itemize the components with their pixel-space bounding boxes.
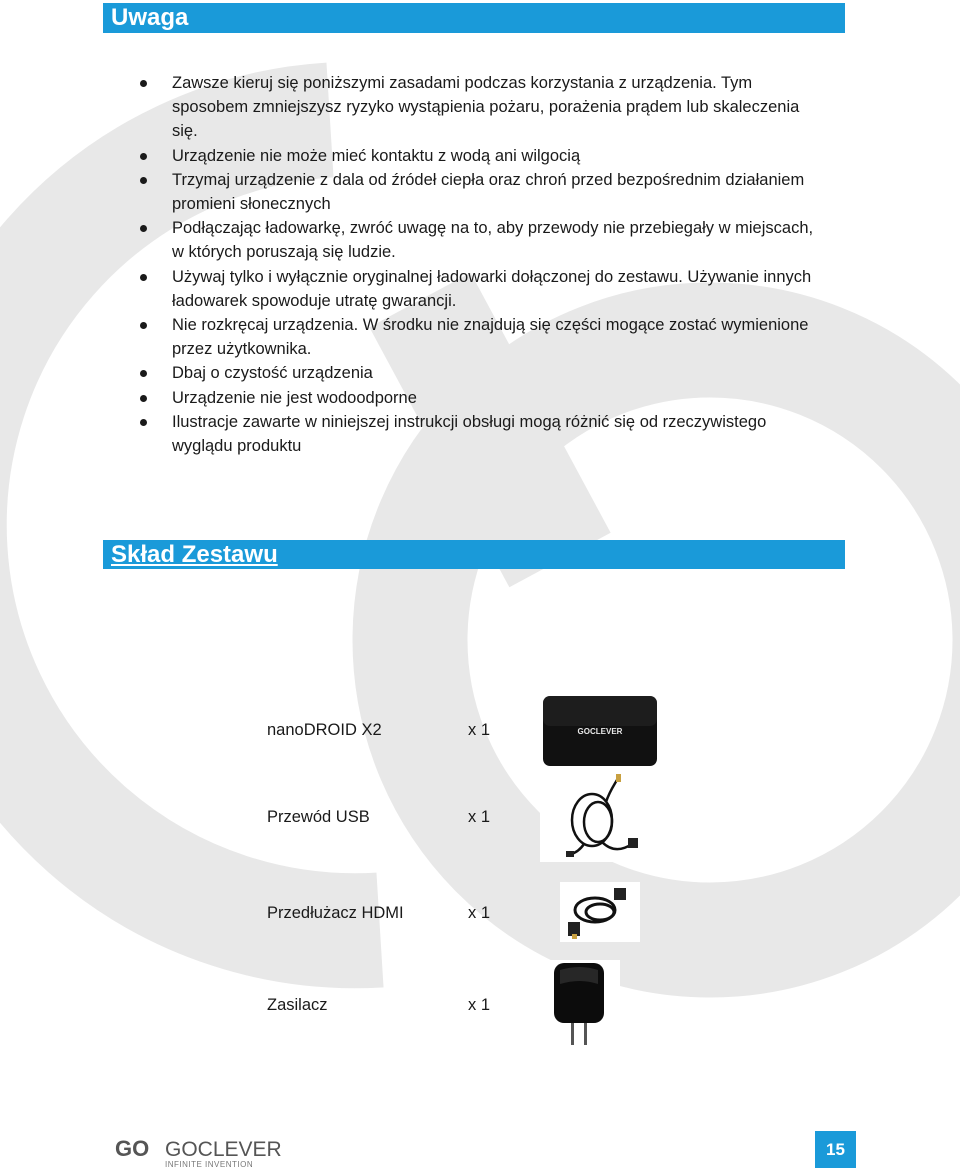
kit-item-quantity: x 1 [468, 996, 491, 1014]
warning-item: Urządzenie nie jest wodoodporne [138, 386, 828, 410]
warning-list [138, 71, 828, 458]
device-logo-text: GOCLEVER [577, 727, 623, 736]
logo-mark-text: GO [115, 1136, 150, 1161]
usb-cable-image [540, 772, 660, 862]
kit-item-name: Przewód USB [267, 808, 370, 826]
warning-section-title: Uwaga [111, 4, 189, 31]
power-adapter-image [540, 960, 620, 1050]
bullet-icon [140, 80, 147, 87]
media-player-image [541, 693, 659, 769]
hdmi-cable-image [560, 882, 640, 942]
kit-section-header [103, 540, 845, 569]
warning-item: Ilustracje zawarte w niniejszej instrukcji obsługi mogą różnić się od rzeczywistego wyglądu produktu [138, 410, 828, 458]
logo-tagline: INFINITE INVENTION [165, 1160, 254, 1169]
warning-item: Nie rozkręcaj urządzenia. W środku nie znajdują się części mogące zostać wymienione przez użytkownika. [138, 313, 828, 361]
kit-item-name: Zasilacz [267, 996, 328, 1014]
bullet-icon [140, 225, 147, 232]
bullet-icon [140, 395, 147, 402]
kit-item-quantity: x 1 [468, 904, 491, 922]
kit-item-name: Przedłużacz HDMI [267, 904, 404, 922]
goclever-logo [115, 1134, 285, 1175]
kit-item-name: nanoDROID X2 [267, 721, 382, 739]
bullet-icon [140, 419, 147, 426]
warning-item: Dbaj o czystość urządzenia [138, 361, 828, 385]
page-number: 15 [815, 1131, 856, 1168]
warning-item: Podłączając ładowarkę, zwróć uwagę na to, aby przewody nie przebiegały w miejscach, w których poruszają się ludzie. [138, 216, 828, 264]
logo-text: GOCLEVER [165, 1138, 282, 1161]
kit-item-quantity: x 1 [468, 721, 491, 739]
warning-item: Używaj tylko i wyłącznie oryginalnej ładowarki dołączonej do zestawu. Używanie innych ładowarek spowoduje utratę gwarancji. [138, 265, 828, 313]
kit-item-quantity: x 1 [468, 808, 491, 826]
bullet-icon [140, 177, 147, 184]
bullet-icon [140, 370, 147, 377]
bullet-icon [140, 274, 147, 281]
warning-item: Trzymaj urządzenie z dala od źródeł ciepła oraz chroń przed bezpośrednim działaniem promieni słonecznych [138, 168, 828, 216]
warning-section-header [103, 3, 845, 33]
warning-item: Zawsze kieruj się poniższymi zasadami podczas korzystania z urządzenia. Tym sposobem zmniejszysz ryzyko wystąpienia pożaru, porażenia prądem lub skaleczenia się. [138, 71, 828, 144]
warning-item: Urządzenie nie może mieć kontaktu z wodą ani wilgocią [138, 144, 828, 168]
bullet-icon [140, 153, 147, 160]
bullet-icon [140, 322, 147, 329]
kit-section-title: Skład Zestawu [111, 541, 278, 568]
